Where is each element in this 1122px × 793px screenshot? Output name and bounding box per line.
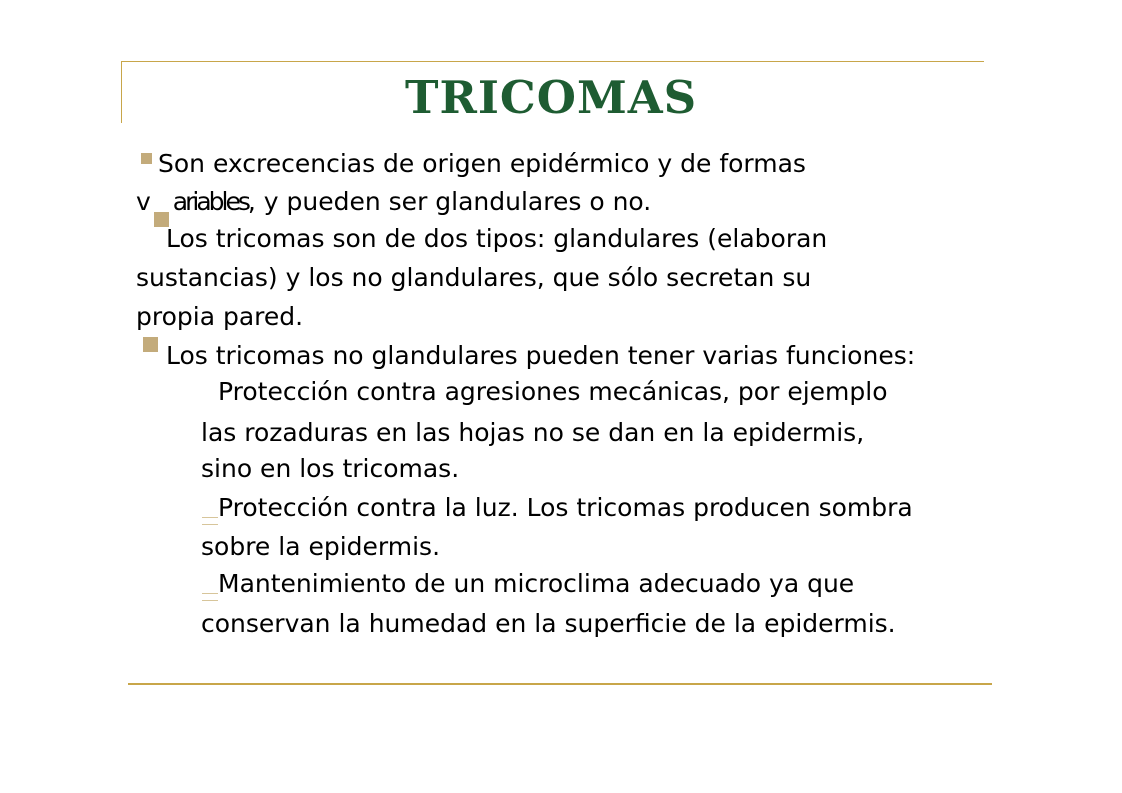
sub-2-line-1: Protección contra la luz. Los tricomas producen sombra: [218, 493, 913, 522]
frame-top-rule: [121, 61, 984, 62]
sub-1-line-3: sino en los tricomas.: [201, 454, 460, 483]
bullet-3-line-1: Los tricomas no glandulares pueden tener varias funciones:: [166, 341, 916, 370]
frame-left-rule: [121, 61, 122, 123]
bullet-1-line-1: Son excrecencias de origen epidérmico y de formas: [158, 149, 806, 178]
bullet-1-line-2-word: ariables: [172, 187, 248, 216]
frame-bottom-rule: [128, 683, 992, 685]
sub-3-line-2: conservan la humedad en la superficie de la epidermis.: [201, 609, 896, 638]
bullet-1-line-2-v: v: [136, 187, 151, 216]
slide-title: TRICOMAS: [405, 71, 698, 124]
bullet-1-line-2-rest: , y pueden ser glandulares o no.: [247, 187, 652, 216]
bullet-2-line-2: sustancias) y los no glandulares, que sólo secretan su: [136, 263, 812, 292]
sub-1-line-1-clipped: [218, 377, 978, 406]
sub-1-line-2: las rozaduras en las hojas no se dan en la epidermis,: [201, 418, 865, 447]
bullet-1-line-2: [136, 187, 651, 217]
bullet-3-marker: [143, 337, 158, 352]
sub-1-line-1: Protección contra agresiones mecánicas, por ejemplo: [218, 377, 888, 406]
bullet-1-marker: [141, 153, 152, 164]
bullet-2-line-3: propia pared.: [136, 302, 304, 331]
bullet-2-line-1: Los tricomas son de dos tipos: glandulares (elaboran: [166, 224, 828, 253]
sub-3-line-1: Mantenimiento de un microclima adecuado ya que: [218, 569, 855, 598]
sub-3-dash: [202, 593, 218, 601]
sub-2-dash: [202, 517, 218, 525]
sub-2-line-2: sobre la epidermis.: [201, 532, 441, 561]
